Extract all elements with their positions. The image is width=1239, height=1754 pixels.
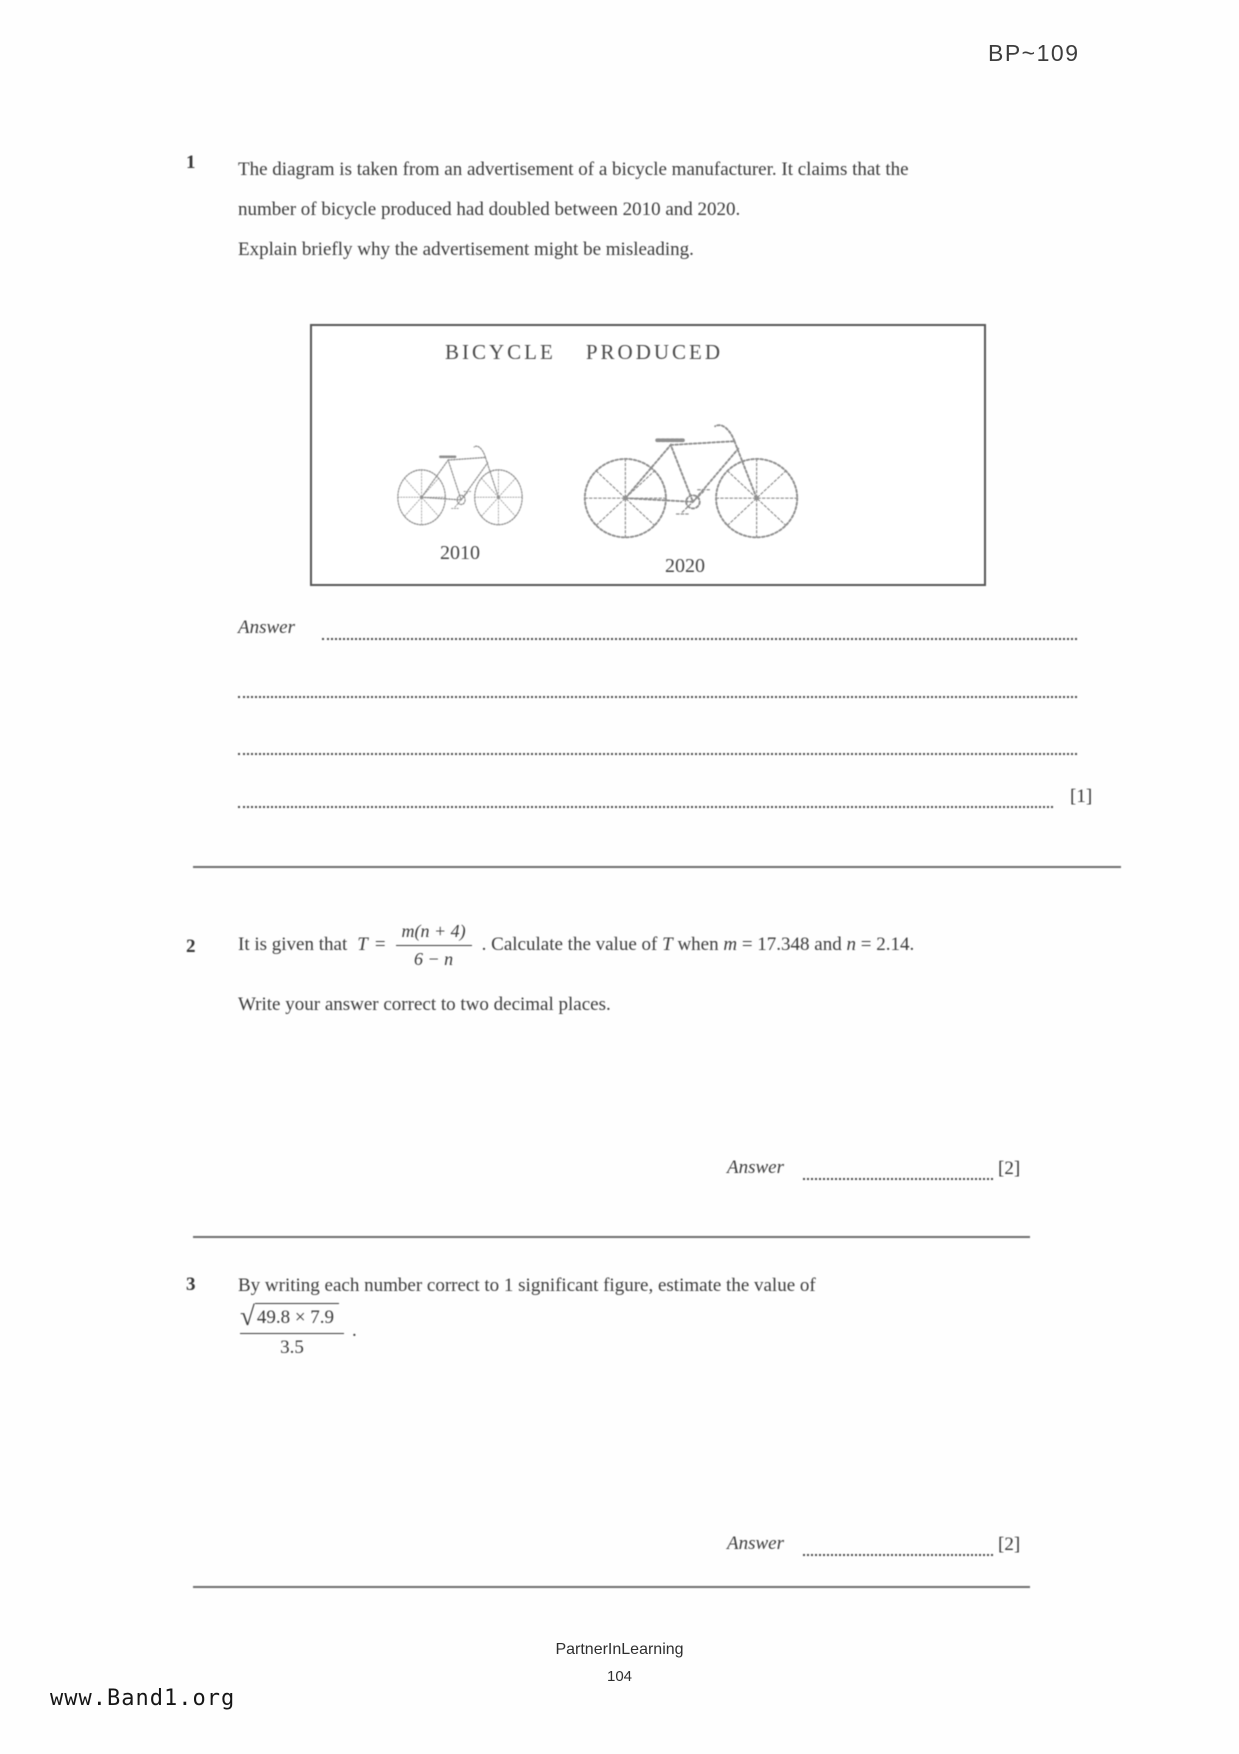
sqrt-expression bbox=[240, 1303, 344, 1334]
bicycle-2010-icon bbox=[395, 430, 525, 528]
variable-m: m bbox=[723, 934, 738, 955]
question-2-instruction: Write your answer correct to two decimal places. bbox=[238, 994, 611, 1015]
answer-label-q3: Answer bbox=[727, 1533, 784, 1554]
answer-dotted-line bbox=[238, 784, 1053, 808]
footer-watermark: www.Band1.org bbox=[50, 1686, 236, 1711]
question-2-number: 2 bbox=[186, 936, 196, 957]
question-1-text bbox=[238, 150, 1028, 270]
section-divider bbox=[193, 1586, 1030, 1588]
year-label-2010: 2010 bbox=[440, 542, 480, 564]
question-2-continuation: when bbox=[672, 934, 724, 955]
question-1-line-3: Explain briefly why the advertisement might be misleading. bbox=[238, 239, 694, 260]
variable-T: T bbox=[662, 934, 673, 955]
formula-equals-sign: = bbox=[374, 934, 386, 955]
fraction-denominator: 6 − n bbox=[414, 948, 454, 969]
question-3-text: By writing each number correct to 1 significant figure, estimate the value of bbox=[238, 1275, 816, 1296]
marks-q2: [2] bbox=[998, 1158, 1021, 1179]
question-2-continuation: . Calculate the value of bbox=[481, 934, 663, 955]
sqrt-fraction bbox=[240, 1303, 344, 1359]
fraction-numerator: m(n + 4) bbox=[396, 921, 472, 946]
figure-title-word-bicycle: BICYCLE bbox=[445, 340, 556, 364]
sentence-period: . bbox=[352, 1320, 357, 1341]
year-label-2020: 2020 bbox=[665, 555, 705, 577]
bicycle-advertisement-figure bbox=[310, 324, 986, 586]
formula-variable-T: T bbox=[357, 934, 368, 955]
question-2-intro: It is given that bbox=[238, 934, 348, 955]
footer-page-number: 104 bbox=[606, 1668, 633, 1685]
section-divider bbox=[193, 866, 1121, 868]
bicycle-2020-icon bbox=[580, 402, 802, 542]
question-2-continuation: = 2.14. bbox=[855, 934, 915, 955]
question-1-line-1: The diagram is taken from an advertisement of a bicycle manufacturer. It claims that the bbox=[238, 159, 909, 180]
footer-brand: PartnerInLearning bbox=[555, 1641, 684, 1658]
section-divider bbox=[193, 1236, 1030, 1238]
question-1-line-2: number of bicycle produced had doubled between 2010 and 2020. bbox=[238, 199, 741, 220]
radical-sign: √ bbox=[240, 1301, 255, 1331]
answer-dotted-line bbox=[322, 616, 1077, 640]
question-1-number: 1 bbox=[186, 152, 196, 173]
answer-label-q2: Answer bbox=[727, 1157, 784, 1178]
variable-n: n bbox=[846, 934, 856, 955]
answer-label-q1: Answer bbox=[238, 617, 295, 638]
formula-fraction bbox=[396, 921, 472, 970]
question-2-statement bbox=[238, 903, 914, 987]
answer-dotted-line bbox=[803, 1156, 993, 1180]
question-2-continuation: = 17.348 and bbox=[737, 934, 847, 955]
figure-title-word-produced: PRODUCED bbox=[585, 340, 724, 364]
question-3-expression bbox=[240, 1303, 357, 1359]
answer-dotted-line bbox=[238, 731, 1077, 755]
radicand: 49.8 × 7.9 bbox=[255, 1303, 339, 1329]
answer-dotted-line bbox=[238, 674, 1077, 698]
answer-dotted-line bbox=[803, 1532, 993, 1556]
fraction-denominator-q3: 3.5 bbox=[280, 1337, 304, 1358]
marks-q3: [2] bbox=[998, 1534, 1021, 1555]
question-3-number: 3 bbox=[186, 1274, 196, 1295]
marks-q1: [1] bbox=[1070, 786, 1093, 807]
figure-title bbox=[445, 340, 723, 365]
page-code-label: BP~109 bbox=[988, 40, 1080, 66]
